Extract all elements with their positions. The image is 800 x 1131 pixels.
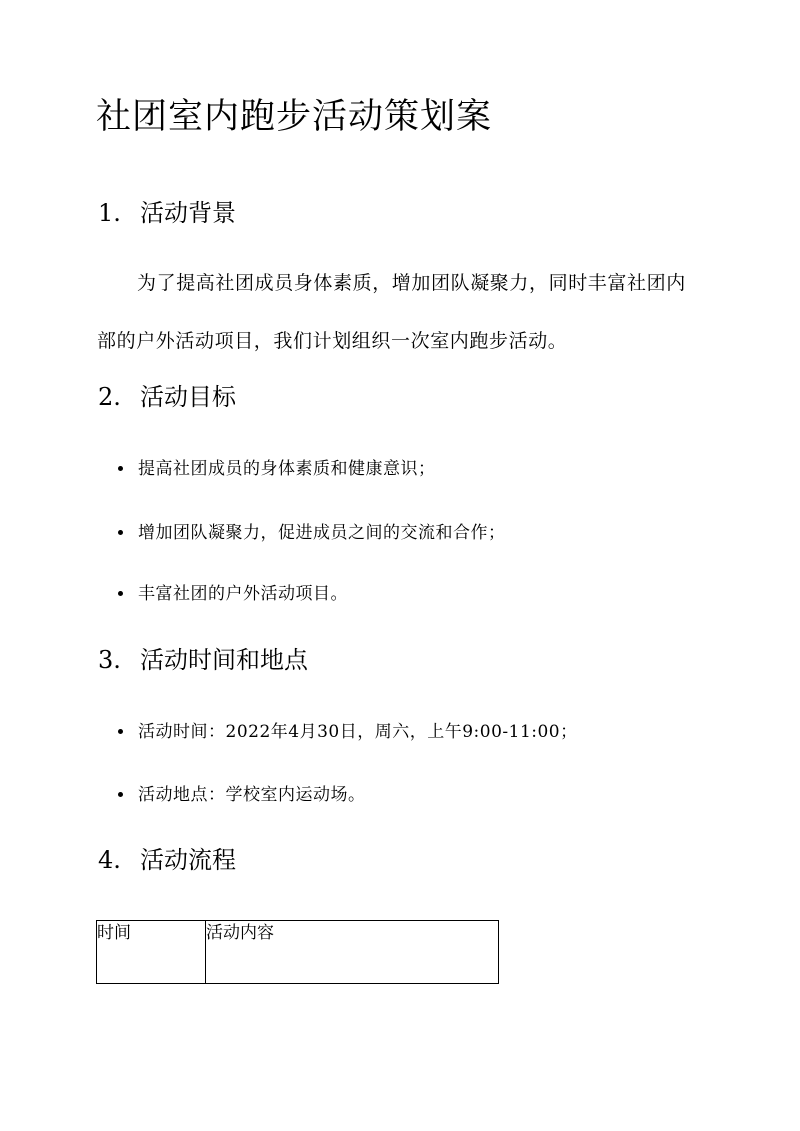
section-title: 活动目标 [140, 383, 236, 411]
list-item-text: 丰富社团的户外活动项目。 [138, 584, 348, 604]
section-title: 活动流程 [140, 846, 236, 874]
list-item [118, 783, 366, 807]
bullet-icon [118, 466, 123, 471]
activity-flow-table [96, 920, 499, 984]
bullet-icon [118, 729, 123, 734]
list-item [118, 521, 506, 545]
list-item [118, 457, 436, 481]
section-title: 活动背景 [140, 199, 236, 227]
section-number: 3. [98, 646, 121, 674]
list-item-text: 增加团队凝聚力，促进成员之间的交流和合作； [138, 523, 506, 543]
list-item-text: 活动地点：学校室内运动场。 [138, 785, 366, 805]
section-number: 4. [98, 846, 121, 874]
section-heading-time-place [98, 643, 308, 677]
section-heading-background [98, 196, 236, 230]
list-item-text: 提高社团成员的身体素质和健康意识； [138, 459, 436, 479]
list-item [118, 582, 348, 606]
document-title: 社团室内跑步活动策划案 [96, 97, 493, 137]
table-header-time: 时间 [97, 921, 206, 984]
bullet-icon [118, 530, 123, 535]
section-heading-goals [98, 380, 236, 414]
list-item [118, 720, 578, 744]
bullet-icon [118, 591, 123, 596]
bullet-icon [118, 792, 123, 797]
section-title: 活动时间和地点 [140, 646, 308, 674]
table-header-content: 活动内容 [206, 921, 499, 984]
section-number: 2. [98, 383, 121, 411]
list-item-text: 活动时间：2022年4月30日，周六，上午9:00-11:00； [138, 722, 578, 742]
section-heading-flow [98, 843, 236, 877]
section-number: 1. [98, 199, 121, 227]
background-paragraph: 为了提高社团成员身体素质，增加团队凝聚力，同时丰富社团内部的户外活动项目，我们计划组织一次室内跑步活动。 [97, 272, 686, 352]
table-row [97, 921, 499, 984]
